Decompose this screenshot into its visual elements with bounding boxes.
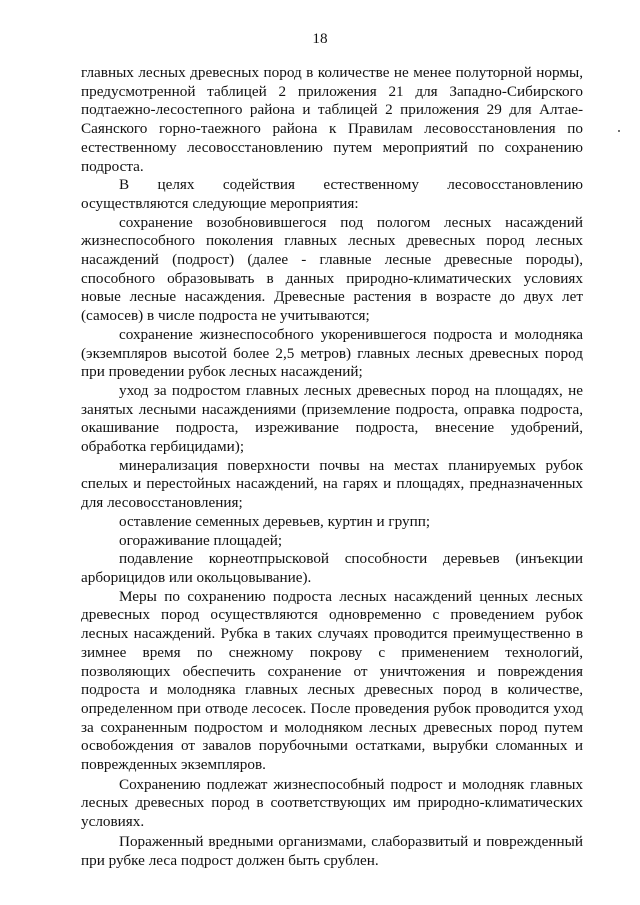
list-item-seed-trees: оставление семенных деревьев, куртин и групп;: [119, 512, 431, 530]
paragraph-viable-growth: Сохранению подлежат жизнеспособный подрост и молодняк главных лесных древесных пород в соответствующих им природно-климатических условиях.: [81, 775, 583, 831]
list-item-undergrowth-preservation: сохранение возобновившегося под пологом лесных насаждений жизнеспособного поколения главных лесных древесных пород лесных насаждений (подрост) (далее - главные лесные древесные породы), способного образовывать в данных природно-климатических условиях новые лесные насаждения. Древесные растения в возрасте до двух лет (самосев) в числе подроста не учитываются;: [81, 213, 583, 325]
paragraph-damaged-growth: Пораженный вредными организмами, слаборазвитый и поврежденный при рубке леса подрост должен быть срублен.: [81, 832, 583, 869]
list-item-root-suppression: подавление корнеотпрысковой способности деревьев (инъекции арборицидов или окольцовывание).: [81, 550, 583, 586]
paragraph-intro: В целях содействия естественному лесовосстановлению осуществляются следующие мероприятия:: [81, 176, 583, 212]
paragraph-valuable-species: Меры по сохранению подроста лесных насаждений ценных лесных древесных пород осуществляются одновременно с проведением рубок лесных насаждений. Рубка в таких случаях проводится преимущественно в зимнее время по снежному покрову с применением технологий, позволяющих обеспечить сохранение от уничтожения и повреждения подроста и молодняка главных лесных древесных пород в количестве, определенном при отводе лесосек. После проведения рубок проводится уход за сохраненным подростом и молодняком лесных древесных пород путем освобождения от завалов порубочными остатками, вырубки сломанных и поврежденных экземпляров.: [81, 587, 583, 774]
list-item-fencing: огораживание площадей;: [119, 531, 283, 549]
list-item-undergrowth-care: уход за подростом главных лесных древесных пород на площадях, не занятых лесными насаждениями (приземление подроста, оправка подроста, окашивание подроста, изреживание подроста, внесение удобрений, обработка гербицидами);: [81, 381, 583, 456]
list-item-soil-mineralization: минерализация поверхности почвы на местах планируемых рубок спелых и перестойных насаждений, на гарях и площадях, предназначенных для лесовосстановления;: [81, 456, 583, 512]
scan-speck: [618, 130, 620, 132]
paragraph-continuation: главных лесных древесных пород в количестве не менее полуторной нормы, предусмотренной таблицей 2 приложения 21 для Западно-Сибирского подтаежно-лесостепного района и таблицей 2 приложения 29 для Алтае-Саянского горно-таежного района к Правилам лесовосстановления по естественному лесовосстановлению путем мероприятий по сохранению подроста.: [81, 64, 583, 175]
document-body: [81, 64, 583, 870]
list-item-young-growth-preservation: сохранение жизнеспособного укоренившегося подроста и молодняка (экземпляров высотой более 2,5 метров) главных лесных древесных пород при проведении рубок лесных насаждений;: [81, 325, 583, 381]
page-number: 18: [312, 30, 328, 47]
